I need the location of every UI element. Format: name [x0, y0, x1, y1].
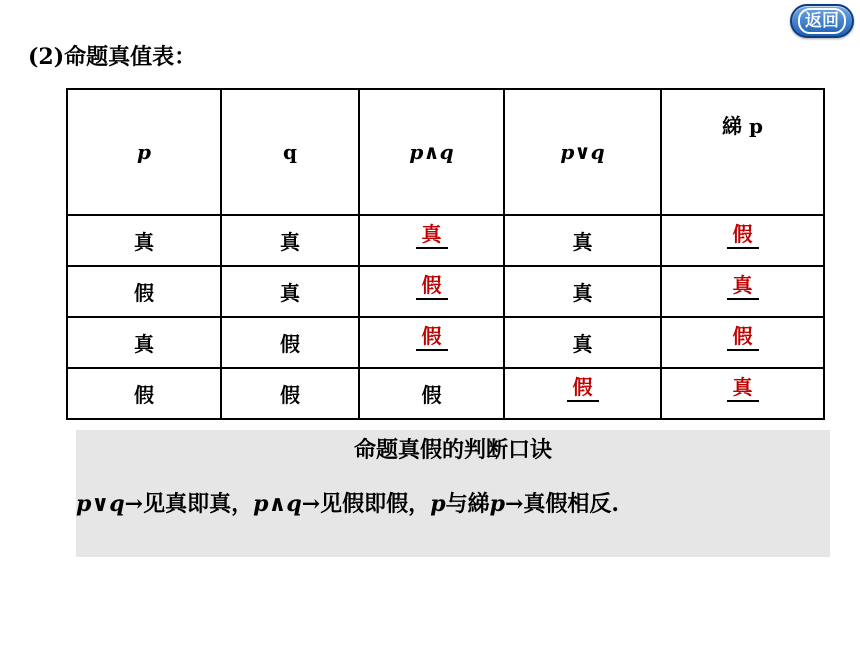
cell-p: 假	[67, 368, 221, 419]
answer-blank: 假	[727, 221, 759, 249]
header-q: q	[221, 89, 359, 215]
truth-table	[66, 88, 825, 420]
mnemonic-box	[76, 430, 830, 557]
rule-not-connector: 与綈	[445, 491, 490, 517]
cell-q: 真	[221, 215, 359, 266]
cell-q: 真	[221, 266, 359, 317]
rule-or: →见真即真，	[124, 491, 254, 517]
cell-p: 真	[67, 317, 221, 368]
rule-and: →见假即假，	[301, 491, 431, 517]
back-button-label: 返回	[798, 8, 846, 34]
var-p: p	[253, 491, 269, 517]
answer-blank: 真	[727, 272, 759, 300]
answer-blank: 真	[416, 221, 448, 249]
cell-p: 假	[67, 266, 221, 317]
var-q: q	[286, 491, 302, 517]
answer-blank: 假	[416, 323, 448, 351]
var-q: q	[109, 491, 125, 517]
header-p-or-q: p∨q	[504, 89, 661, 215]
answer-blank: 真	[727, 374, 759, 402]
cell-p-and-q	[359, 317, 504, 368]
cell-not-p	[661, 215, 824, 266]
answer-blank: 假	[416, 272, 448, 300]
cell-not-p	[661, 266, 824, 317]
cell-p-or-q	[504, 368, 661, 419]
table-row	[67, 266, 824, 317]
section-heading: (2)命题真值表：	[28, 44, 197, 70]
cell-p-and-q	[359, 215, 504, 266]
table-row	[67, 317, 824, 368]
mnemonic-title: 命题真假的判断口诀	[353, 437, 552, 463]
var-p: p	[489, 491, 505, 517]
table-header-row	[67, 89, 824, 215]
table-row	[67, 215, 824, 266]
cell-p-or-q: 真	[504, 215, 661, 266]
cell-q: 假	[221, 317, 359, 368]
table-row	[67, 368, 824, 419]
cell-p-or-q: 真	[504, 266, 661, 317]
answer-blank: 假	[567, 374, 599, 402]
cell-p-or-q: 真	[504, 317, 661, 368]
cell-not-p	[661, 368, 824, 419]
header-p-and-q: p∧q	[359, 89, 504, 215]
var-p: p	[76, 491, 92, 517]
cell-q: 假	[221, 368, 359, 419]
answer-blank: 假	[727, 323, 759, 351]
cell-not-p	[661, 317, 824, 368]
or-symbol: ∨	[91, 491, 110, 517]
cell-p: 真	[67, 215, 221, 266]
rule-not: →真假相反.	[504, 491, 620, 517]
header-not-p: 綈 p	[661, 89, 824, 215]
cell-p-and-q	[359, 266, 504, 317]
back-button[interactable]	[790, 4, 854, 38]
mnemonic-text	[76, 486, 619, 522]
header-p: p	[67, 89, 221, 215]
cell-p-and-q: 假	[359, 368, 504, 419]
var-p: p	[430, 491, 446, 517]
and-symbol: ∧	[268, 491, 287, 517]
